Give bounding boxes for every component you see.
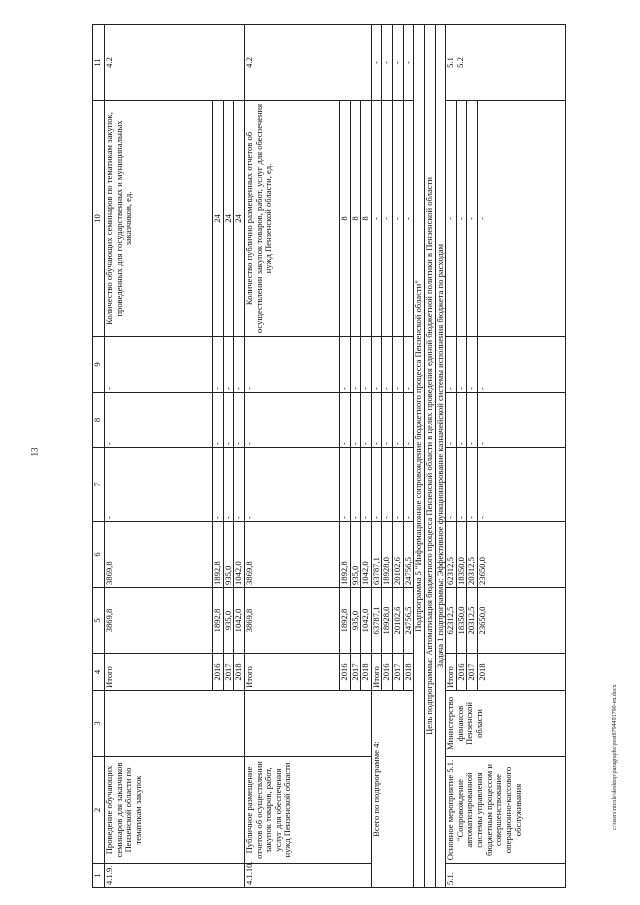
year-cell: 2017: [467, 654, 478, 691]
rotated-table-page: [92, 25, 602, 888]
indicator-cell: Количество обучающих семинаров по тематикам закупок, проведенных для государственных и муниципальных заказчиков, ед.: [105, 101, 213, 337]
indicator-value: 8: [361, 101, 372, 337]
value-cell: -: [382, 448, 393, 522]
value-cell: 18350,0: [456, 588, 467, 654]
value-cell: -: [234, 448, 245, 522]
goal-ref-cell: -: [382, 25, 393, 101]
value-cell: 1892,8: [213, 588, 224, 654]
table-row: [244, 25, 339, 888]
value-cell: 24756,5: [403, 588, 414, 654]
value-cell: 1042,0: [361, 588, 372, 654]
value-cell: -: [339, 448, 350, 522]
value-cell: -: [467, 393, 478, 448]
year-cell: 2016: [213, 654, 224, 691]
value-cell: 20102,6: [393, 522, 404, 588]
indicator-value: -: [382, 101, 393, 337]
value-cell: -: [213, 448, 224, 522]
page-number: 13: [29, 447, 40, 457]
indicator-value: -: [478, 101, 566, 337]
value-cell: -: [478, 448, 566, 522]
value-cell: -: [467, 337, 478, 393]
table-row: [105, 25, 213, 888]
value-cell: -: [393, 337, 404, 393]
col-header-11: 11: [93, 25, 105, 101]
goal-ref-cell: -: [371, 25, 382, 101]
col-header-8: 8: [93, 393, 105, 448]
value-cell: -: [105, 448, 213, 522]
value-cell: 1892,8: [213, 522, 224, 588]
value-cell: 1042,0: [234, 588, 245, 654]
value-cell: 23650,0: [478, 588, 566, 654]
subprogram-5-title: Подпрограмма 5 "Информационное сопровождение бюджетного процесса Пензенской области": [414, 25, 425, 888]
value-cell: 23650,0: [478, 522, 566, 588]
value-cell: -: [234, 337, 245, 393]
value-cell: -: [105, 337, 213, 393]
executor-cell: [105, 691, 245, 757]
value-cell: 1042,0: [234, 522, 245, 588]
indicator-value: -: [467, 101, 478, 337]
value-cell: 3869,8: [244, 588, 339, 654]
activity-name: Основное мероприятие 5.1. "Сопровождение автоматизированной системы управления бюджетным процессом и совершенствование операционно-кассового обслуживания: [446, 757, 566, 864]
col-header-2: 2: [93, 757, 105, 864]
period-cell: Итого: [105, 654, 213, 691]
value-cell: -: [467, 448, 478, 522]
value-cell: -: [403, 393, 414, 448]
value-cell: -: [244, 448, 339, 522]
row-number: 4.1.9.: [105, 864, 245, 888]
value-cell: 935,0: [223, 588, 234, 654]
value-cell: -: [361, 337, 372, 393]
value-cell: 20102,6: [393, 588, 404, 654]
value-cell: -: [446, 448, 457, 522]
value-cell: 62312,5: [446, 588, 457, 654]
value-cell: 935,0: [350, 522, 361, 588]
value-cell: -: [446, 337, 457, 393]
indicator-value: 24: [234, 101, 245, 337]
indicator-value: 24: [223, 101, 234, 337]
value-cell: 18928,0: [382, 588, 393, 654]
value-cell: -: [244, 337, 339, 393]
col-header-4: 4: [93, 654, 105, 691]
value-cell: -: [361, 448, 372, 522]
value-cell: -: [339, 393, 350, 448]
indicator-value: -: [446, 101, 457, 337]
value-cell: -: [223, 337, 234, 393]
indicator-value: 8: [350, 101, 361, 337]
value-cell: -: [403, 448, 414, 522]
goal-ref-cell: 5.1 5.2: [446, 25, 566, 101]
indicator-value: -: [456, 101, 467, 337]
value-cell: -: [371, 337, 382, 393]
goal-ref-cell: -: [393, 25, 404, 101]
subprogram-task-row: [435, 25, 446, 888]
indicator-value: 8: [339, 101, 350, 337]
value-cell: 20312,5: [467, 588, 478, 654]
year-cell: 2018: [403, 654, 414, 691]
value-cell: -: [456, 448, 467, 522]
value-cell: -: [371, 448, 382, 522]
value-cell: 18350,0: [456, 522, 467, 588]
value-cell: -: [446, 393, 457, 448]
value-cell: -: [393, 448, 404, 522]
subprogram-heading-row: [414, 25, 425, 888]
indicator-value: -: [403, 101, 414, 337]
year-cell: 2018: [361, 654, 372, 691]
activity-name: Публичное размещение отчетов об осуществлении закупок товаров, работ, услуг для обеспечения нужд Пензенской области: [244, 757, 371, 864]
value-cell: -: [371, 393, 382, 448]
value-cell: -: [393, 393, 404, 448]
year-cell: 2016: [456, 654, 467, 691]
indicator-value: 24: [213, 101, 224, 337]
col-header-3: 3: [93, 691, 105, 757]
year-cell: 2016: [382, 654, 393, 691]
value-cell: -: [234, 393, 245, 448]
value-cell: -: [403, 337, 414, 393]
value-cell: -: [478, 337, 566, 393]
header-row: [93, 25, 105, 888]
subprogram-5-task: Задача 1 подпрограммы: Эффективное функционирование казначейской системы исполнения бюджета по расходам: [435, 25, 446, 888]
year-cell: 2017: [350, 654, 361, 691]
value-cell: -: [350, 393, 361, 448]
value-cell: 1892,8: [339, 522, 350, 588]
program-activities-table: [92, 24, 566, 888]
year-cell: 2017: [223, 654, 234, 691]
value-cell: 935,0: [223, 522, 234, 588]
value-cell: -: [382, 393, 393, 448]
goal-ref-cell: -: [403, 25, 414, 101]
col-header-9: 9: [93, 337, 105, 393]
period-cell: Итого: [371, 654, 382, 691]
year-cell: 2018: [478, 654, 566, 691]
subprogram-goal-row: [424, 25, 435, 888]
value-cell: -: [223, 393, 234, 448]
indicator-value: -: [371, 101, 382, 337]
value-cell: -: [456, 393, 467, 448]
value-cell: 3869,8: [244, 522, 339, 588]
value-cell: 62312,5: [446, 522, 457, 588]
col-header-1: 1: [93, 864, 105, 888]
col-header-5: 5: [93, 588, 105, 654]
row-number: 5.1.: [446, 864, 566, 888]
value-cell: -: [105, 393, 213, 448]
year-cell: 2017: [393, 654, 404, 691]
value-cell: 1892,8: [339, 588, 350, 654]
value-cell: -: [361, 393, 372, 448]
executor-cell: Министерство финансов Пензенской области: [446, 691, 566, 757]
value-cell: -: [213, 337, 224, 393]
col-header-6: 6: [93, 522, 105, 588]
value-cell: 935,0: [350, 588, 361, 654]
year-cell: 2016: [339, 654, 350, 691]
row-number: 4.1.10.: [244, 864, 371, 888]
value-cell: 63787,1: [371, 522, 382, 588]
value-cell: -: [350, 448, 361, 522]
col-header-10: 10: [93, 101, 105, 337]
value-cell: -: [223, 448, 234, 522]
indicator-cell: Количество публично размещенных отчетов об осуществлении закупок товаров, работ, услуг для обеспечения нужд Пензенской области, ед.: [244, 101, 339, 337]
value-cell: -: [350, 337, 361, 393]
footer-file-path: c:\users\nicole\desktop\paragraphs\post8794491790-en.docx: [612, 684, 618, 830]
value-cell: 24756,5: [403, 522, 414, 588]
value-cell: -: [213, 393, 224, 448]
value-cell: 20312,5: [467, 522, 478, 588]
value-cell: 18928,0: [382, 522, 393, 588]
value-cell: -: [339, 337, 350, 393]
goal-ref-cell: 4.2: [105, 25, 245, 101]
value-cell: 63787,1: [371, 588, 382, 654]
value-cell: -: [382, 337, 393, 393]
value-cell: -: [478, 393, 566, 448]
goal-ref-cell: 4.2: [244, 25, 371, 101]
value-cell: 1042,0: [361, 522, 372, 588]
value-cell: -: [244, 393, 339, 448]
col-header-7: 7: [93, 448, 105, 522]
period-cell: Итого: [446, 654, 457, 691]
executor-cell: [244, 691, 371, 757]
value-cell: 3869,8: [105, 522, 213, 588]
subprogram-total-label: Всего по подпрограмме 4:: [371, 691, 414, 888]
table-row: [446, 25, 457, 888]
value-cell: -: [456, 337, 467, 393]
value-cell: 3869,8: [105, 588, 213, 654]
period-cell: Итого: [244, 654, 339, 691]
year-cell: 2018: [234, 654, 245, 691]
activity-name: Проведение обучающих семинаров для заказчиков Пензенской области по тематикам закупок: [105, 757, 245, 864]
subprogram-5-goal: Цель подпрограммы: Автоматизация бюджетного процесса Пензенской области в целях проведения единой бюджетной политики в Пензенской области: [424, 25, 435, 888]
indicator-value: -: [393, 101, 404, 337]
table-row: [371, 25, 382, 888]
